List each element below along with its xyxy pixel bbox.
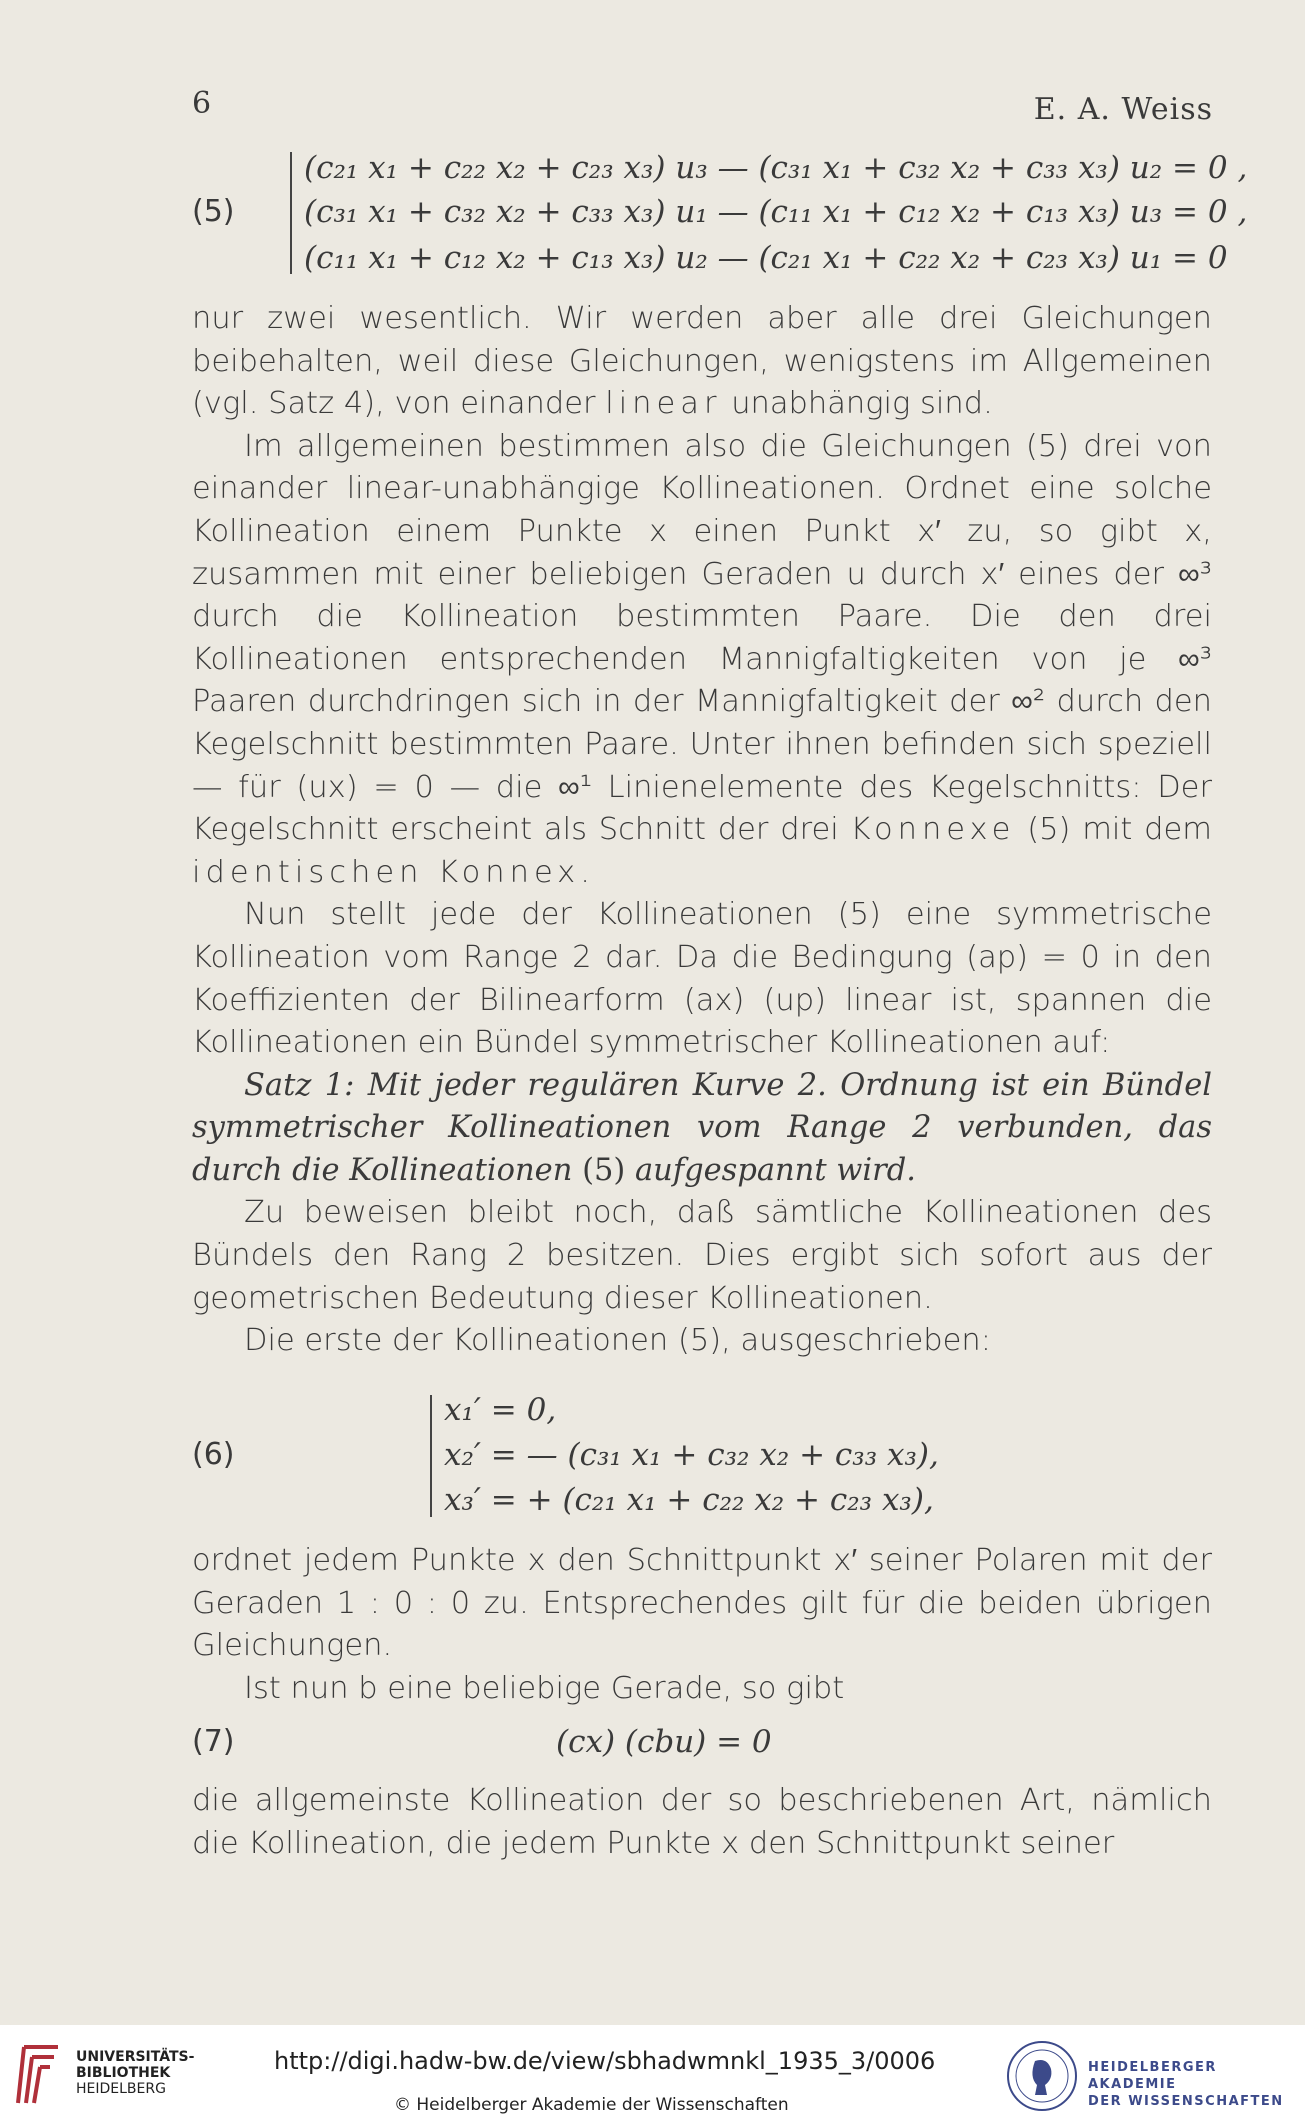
paragraph-2: Im allgemeinen bestimmen also die Gleichungen (5) drei von einander linear-unabhängige Kollineationen. Ordnet eine solche Kollineation einem Punkte x einen Punkt x′ zu, so gibt x, zusammen mit einer beliebigen Geraden u durch x′ eines der ∞³ durch die Kollineation bestimmten Paare. Die den drei Kollineationen entsprechenden Mannigfaltigkeiten von je ∞³ Paaren durchdringen sich in der Mannigfaltigkeit der ∞² durch den Kegelschnitt bestimmten Paare. Unter ihnen befinden sich speziell — für (ux) = 0 — die ∞¹ Linienelemente des Kegelschnitts: Der Kegelschnitt erscheint als Schnitt der drei Konnexe (5) mit dem identischen Konnex. bbox=[192, 428, 1212, 890]
equation-6-label: (6) bbox=[192, 1437, 235, 1472]
running-header-author: E. A. Weiss bbox=[1033, 92, 1213, 127]
paragraph-1: nur zwei wesentlich. Wir werden aber alle drei Gleichungen beibehalten, weil diese Gleichungen, wenigstens im Allgemeinen (vgl. Satz 4), von einander linear unabhängig sind. bbox=[192, 301, 1212, 422]
university-library-logo-icon bbox=[14, 2043, 68, 2107]
equation-6-line-2: x₂′ = — (c₃₁ x₁ + c₃₂ x₂ + c₃₃ x₃), bbox=[444, 1437, 939, 1473]
equation-6-line-1: x₁′ = 0, bbox=[444, 1392, 557, 1428]
paragraph-8: die allgemeinste Kollineation der so beschriebenen Art, nämlich die Kollineation, die jedem Punkte x den Schnittpunkt seiner bbox=[192, 1783, 1212, 1861]
paragraph-5: Die erste der Kollineationen (5), ausgeschrieben: bbox=[244, 1323, 992, 1359]
equation-6-line-3: x₃′ = + (c₂₁ x₁ + c₂₂ x₂ + c₂₃ x₃), bbox=[444, 1482, 934, 1518]
equation-7-label: (7) bbox=[192, 1724, 235, 1759]
university-library-name: UNIVERSITÄTS- BIBLIOTHEK HEIDELBERG bbox=[76, 2049, 195, 2097]
equation-5-line-1: (c₂₁ x₁ + c₂₂ x₂ + c₂₃ x₃) u₃ — (c₃₁ x₁ + c₃₂ x₂ + c₃₃ x₃) u₂ = 0 , bbox=[304, 150, 1248, 186]
body-text-block-2 bbox=[192, 1540, 1212, 1710]
equation-5-label: (5) bbox=[192, 194, 235, 229]
paragraph-6: ordnet jedem Punkte x den Schnittpunkt x′ seiner Polaren mit der Geraden 1 : 0 : 0 zu. Entsprechendes gilt für die beiden übrigen Gleichungen. bbox=[192, 1543, 1212, 1664]
paragraph-7: Ist nun b eine beliebige Gerade, so gibt bbox=[244, 1670, 845, 1706]
equation-5-line-3: (c₁₁ x₁ + c₁₂ x₂ + c₁₃ x₃) u₂ — (c₂₁ x₁ + c₂₂ x₂ + c₂₃ x₃) u₁ = 0 bbox=[304, 240, 1228, 276]
equation-5-line-2: (c₃₁ x₁ + c₃₂ x₂ + c₃₃ x₃) u₁ — (c₁₁ x₁ + c₁₂ x₂ + c₁₃ x₃) u₃ = 0 , bbox=[304, 194, 1248, 230]
academy-name: HEIDELBERGER AKADEMIE DER WISSENSCHAFTEN bbox=[1088, 2060, 1284, 2109]
equation-5-brace bbox=[290, 152, 292, 274]
footer-bar bbox=[0, 2025, 1305, 2128]
paragraph-4: Zu beweisen bleibt noch, daß sämtliche Kollineationen des Bündels den Rang 2 besitzen. Dies ergibt sich sofort aus der geometrischen Bedeutung dieser Kollineationen. bbox=[192, 1195, 1212, 1316]
theorem-satz-1: Satz 1: Mit jeder regulären Kurve 2. Ordnung ist ein Bündel symmetrischer Kollineationen vom Range 2 verbunden, das durch die Kollineationen (5) aufgespannt wird. bbox=[192, 1067, 1212, 1188]
equation-6-brace bbox=[430, 1395, 432, 1517]
academy-seal-logo-icon bbox=[1005, 2039, 1079, 2113]
body-text-block-1 bbox=[192, 298, 1212, 1363]
paragraph-3: Nun stellt jede der Kollineationen (5) eine symmetrische Kollineation vom Range 2 dar. Da die Bedingung (ap) = 0 in den Koeffizienten der Bilinearform (ax) (up) linear ist, spannen die Kollineationen ein Bündel symmetrischer Kollineationen auf: bbox=[192, 897, 1212, 1061]
page-number: 6 bbox=[192, 86, 212, 121]
copyright-notice: © Heidelberger Akademie der Wissenschaften bbox=[394, 2095, 789, 2115]
body-text-block-3 bbox=[192, 1780, 1212, 1865]
equation-7-formula: (cx) (cbu) = 0 bbox=[556, 1724, 772, 1760]
permalink-url[interactable]: http://digi.hadw-bw.de/view/sbhadwmnkl_1935_3/0006 bbox=[274, 2047, 936, 2075]
